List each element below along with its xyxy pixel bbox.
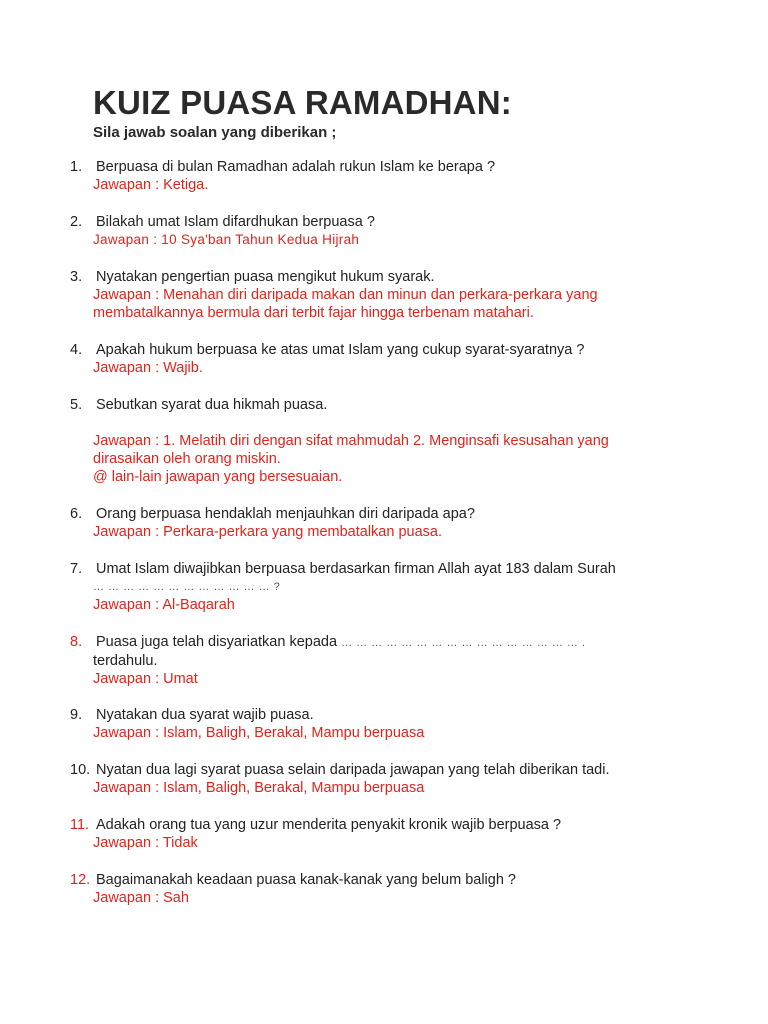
question-text: Adakah orang tua yang uzur menderita penyakit kronik wajib berpuasa ?: [96, 817, 562, 833]
question-number: 12.: [70, 872, 91, 888]
question-7: [70, 560, 710, 614]
question-number: 5.: [70, 397, 83, 413]
question-number: 4.: [70, 342, 83, 358]
question-text: Umat Islam diwajibkan berpuasa berdasarkan firman Allah ayat 183 dalam Surah: [96, 561, 616, 577]
question-text: Orang berpuasa hendaklah menjauhkan diri daripada apa?: [96, 506, 475, 522]
answer-text: Jawapan : 10 Sya'ban Tahun Kedua Hijrah: [93, 232, 360, 247]
blank-line: … … … … … … … … … … … … ?: [93, 581, 281, 593]
question-text: Puasa juga telah disyariatkan kepada: [96, 634, 338, 650]
question-number: 6.: [70, 506, 83, 522]
question-number: 8.: [70, 634, 83, 650]
question-1: [70, 158, 710, 194]
answer-text: Jawapan : Tidak: [93, 835, 198, 851]
answer-text-line-2: membatalkannya bermula dari terbit fajar hingga terbenam matahari.: [93, 305, 534, 321]
question-12: [70, 871, 710, 907]
question-2: [70, 213, 710, 249]
answer-text: Jawapan : Menahan diri daripada makan dan minun dan perkara-perkara yang: [93, 287, 598, 303]
question-11: [70, 816, 710, 852]
question-number: 11.: [70, 817, 90, 833]
page-title: KUIZ PUASA RAMADHAN:: [93, 84, 512, 121]
answer-text: Jawapan : Al-Baqarah: [93, 597, 235, 613]
question-text: Sebutkan syarat dua hikmah puasa.: [96, 397, 328, 413]
question-number: 1.: [70, 159, 83, 175]
answer-text: Jawapan : Wajib.: [93, 360, 203, 376]
answer-text: Jawapan : Sah: [93, 890, 189, 906]
answer-text: Jawapan : Perkara-perkara yang membatalkan puasa.: [93, 524, 442, 540]
blank-line: … … … … … … … … … … … … … … … … .: [341, 637, 586, 649]
question-10: [70, 761, 710, 797]
question-3: [70, 268, 710, 322]
answer-text: Jawapan : Islam, Baligh, Berakal, Mampu berpuasa: [93, 780, 425, 796]
answer-text: Jawapan : Ketiga.: [93, 177, 209, 193]
question-text: Nyatakan dua syarat wajib puasa.: [96, 707, 314, 723]
answer-text-line-3: @ lain-lain jawapan yang bersesuaian.: [93, 469, 343, 485]
question-text: Bilakah umat Islam difardhukan berpuasa ?: [96, 214, 375, 230]
answer-text: Jawapan : Umat: [93, 671, 198, 687]
answer-text-line-2: dirasaikan oleh orang miskin.: [93, 451, 281, 467]
answer-text: Jawapan : Islam, Baligh, Berakal, Mampu berpuasa: [93, 725, 425, 741]
question-text-line-2: terdahulu.: [93, 653, 158, 669]
question-text: Apakah hukum berpuasa ke atas umat Islam yang cukup syarat-syaratnya ?: [96, 342, 585, 358]
question-number: 10.: [70, 762, 91, 778]
question-text: Nyatakan pengertian puasa mengikut hukum syarak.: [96, 269, 435, 285]
question-number: 7.: [70, 561, 83, 577]
question-8: [70, 633, 710, 688]
question-5: [70, 396, 710, 486]
question-text: Bagaimanakah keadaan puasa kanak-kanak yang belum baligh ?: [96, 872, 516, 888]
question-text: Berpuasa di bulan Ramadhan adalah rukun Islam ke berapa ?: [96, 159, 496, 175]
question-number: 2.: [70, 214, 83, 230]
answer-text: Jawapan : 1. Melatih diri dengan sifat mahmudah 2. Menginsafi kesusahan yang: [93, 433, 609, 449]
question-4: [70, 341, 710, 377]
question-9: [70, 706, 710, 742]
question-number: 3.: [70, 269, 83, 285]
question-number: 9.: [70, 707, 83, 723]
question-text: Nyatan dua lagi syarat puasa selain daripada jawapan yang telah diberikan tadi.: [96, 762, 610, 778]
page-subtitle: Sila jawab soalan yang diberikan ;: [93, 124, 337, 141]
question-6: [70, 505, 710, 541]
